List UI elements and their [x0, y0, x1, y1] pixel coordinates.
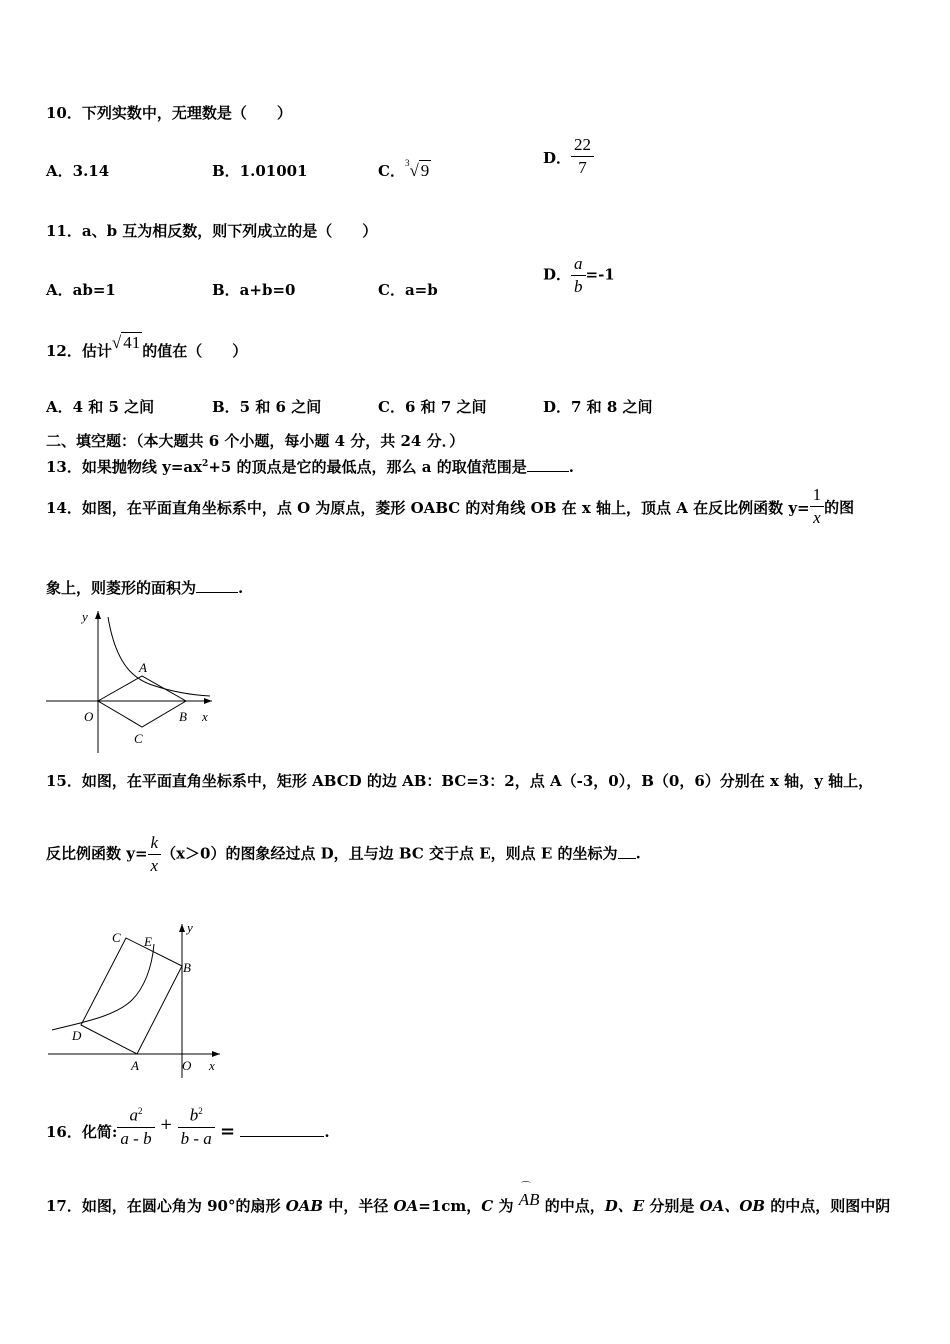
q13-end: .: [568, 458, 574, 476]
q11-option-d: [543, 253, 615, 298]
numerator: [178, 1100, 215, 1128]
q17-oa: OA: [393, 1197, 419, 1215]
fraction-a2-over-a-minus-b: [117, 1100, 154, 1150]
q14-line1-post: 的图: [824, 498, 855, 517]
answer-blank[interactable]: [240, 1136, 324, 1137]
numerator-exp: 2: [198, 1106, 203, 1116]
label-b: B: [183, 960, 191, 975]
q12-stem-post: 的值在（ ）: [142, 342, 248, 360]
q17-mid: 中，半径: [323, 1197, 394, 1215]
numerator: k: [148, 832, 162, 855]
q17-text: [46, 1182, 891, 1216]
denominator: x: [813, 508, 821, 527]
label-y: y: [82, 609, 88, 624]
answer-blank[interactable]: [527, 471, 569, 472]
q16-end: .: [324, 1122, 330, 1141]
fraction-b2-over-b-minus-a: [178, 1100, 215, 1150]
label-o: O: [182, 1058, 192, 1073]
q12-option-b: B．5 和 6 之间: [212, 398, 322, 416]
q10-option-c-label: C．: [378, 162, 405, 180]
denominator: b: [574, 277, 583, 296]
q13-post: +5 的顶点是它的最低点，那么 a 的取值范围是: [208, 458, 527, 476]
label-y: y: [187, 920, 193, 935]
q13-sup: 2: [202, 459, 209, 469]
label-e: E: [144, 934, 152, 949]
q14-end: .: [238, 579, 244, 597]
numerator: 22: [571, 134, 594, 157]
q12-option-a: A．4 和 5 之间: [46, 398, 155, 416]
radicand: 41: [123, 333, 141, 352]
numerator-base: a: [129, 1105, 138, 1125]
q17-oaob: OA、OB: [699, 1197, 766, 1215]
arc-label: AB: [518, 1190, 540, 1209]
hyperbola-curve: [52, 944, 154, 1030]
q17-oab: OAB: [285, 1197, 324, 1215]
q13-text: [46, 456, 574, 477]
label-x: x: [202, 709, 208, 724]
denominator: a - b: [120, 1128, 152, 1148]
q11-option-d-tail: =-1: [585, 265, 615, 284]
q10-option-d: [543, 134, 594, 179]
equals-sign: =: [220, 1120, 236, 1142]
q17-post2: 分别是: [644, 1197, 700, 1215]
label-b: B: [179, 709, 187, 724]
q16-text: [46, 1100, 330, 1150]
q10-option-b: B．1.01001: [212, 162, 308, 180]
numerator-base: b: [189, 1105, 199, 1125]
q14-line1: [46, 485, 906, 529]
q13-pre: 13．如果抛物线 y=ax: [46, 458, 203, 476]
q11-option-a: A．ab=1: [46, 281, 116, 299]
q17-pre: 17．如图，在圆心角为 90°的扇形: [46, 1197, 286, 1215]
q14-line2: [46, 577, 243, 598]
label-x: x: [209, 1058, 215, 1073]
q11-option-b: B．a+b=0: [212, 281, 296, 299]
q15-line2-pre: 反比例函数 y=: [46, 844, 148, 863]
q15-line2-post: （x＞0）的图象经过点 D，且与边 BC 交于点 E，则点 E 的坐标为: [161, 844, 618, 863]
q11-option-c: C．a=b: [378, 281, 438, 299]
rectangle-abcd: [81, 938, 182, 1054]
q12-option-d: D．7 和 8 之间: [543, 398, 653, 416]
q17-c: C: [481, 1197, 494, 1215]
q17-post: 的中点，: [539, 1197, 605, 1215]
numerator: 1: [810, 484, 825, 507]
q17-eq: =1cm，: [418, 1197, 482, 1215]
y-axis-arrow: [179, 924, 185, 932]
fraction-a-over-b: [571, 253, 586, 298]
root-index: 3: [404, 158, 410, 168]
label-c: C: [112, 930, 121, 945]
q12-option-c: C．6 和 7 之间: [378, 398, 487, 416]
q14-line1-pre: 14．如图，在平面直角坐标系中，点 O 为原点，菱形 OABC 的对角线 OB 在 x 轴上，顶点 A 在反比例函数 y=: [46, 498, 810, 517]
cube-root-9: $^3$√ 9: [404, 158, 430, 180]
q12-stem-pre: 12．估计: [46, 342, 112, 360]
section-heading: 二、填空题：（本大题共 6 个小题，每小题 4 分，共 24 分．）: [46, 432, 465, 450]
q12-stem: [46, 333, 248, 361]
plus-sign: +: [159, 1114, 173, 1133]
x-axis-arrow: [204, 698, 212, 704]
label-a: A: [139, 660, 147, 675]
q14-figure: [42, 603, 222, 758]
q16-pre: 16．化简:: [46, 1122, 118, 1141]
q17-post3: 的中点，则图中阴: [765, 1197, 891, 1215]
fraction-22-7: [571, 134, 594, 179]
answer-blank[interactable]: [196, 592, 238, 593]
answer-blank[interactable]: [618, 858, 636, 859]
denominator: b - a: [180, 1128, 212, 1148]
numerator: [117, 1100, 154, 1128]
q17-de: D、E: [604, 1197, 645, 1215]
y-axis-arrow: [95, 611, 101, 619]
x-axis-arrow: [212, 1051, 220, 1057]
numerator: a: [571, 253, 586, 276]
q10-stem: 10．下列实数中，无理数是（ ）: [46, 104, 292, 122]
label-a: A: [131, 1058, 139, 1073]
label-d: D: [72, 1028, 82, 1043]
q10-option-a: A．3.14: [46, 162, 110, 180]
q15-figure: [44, 918, 234, 1083]
q11-stem: 11．a、b 互为相反数，则下列成立的是（ ）: [46, 222, 378, 240]
hyperbola-curve: [108, 617, 210, 696]
denominator: x: [150, 856, 159, 875]
q10-option-c: [378, 160, 431, 181]
q17-for: 为: [493, 1197, 519, 1215]
q10-option-d-label: D．: [543, 148, 572, 167]
q14-line2-text: 象上，则菱形的面积为: [46, 579, 197, 597]
denominator: 7: [578, 158, 587, 177]
q15-end: .: [635, 844, 641, 863]
arc-ab: [518, 1182, 540, 1209]
fraction-k-over-x: [148, 832, 162, 877]
fraction-1-over-x: [810, 484, 825, 529]
q15-line2: [46, 832, 641, 877]
arc-mark: ⌒: [520, 1182, 531, 1193]
numerator-exp: 2: [138, 1106, 143, 1116]
label-c: C: [134, 731, 143, 746]
q15-line1: 15．如图，在平面直角坐标系中，矩形 ABCD 的边 AB：BC=3：2，点 A（-3，0），B（0，6）分别在 x 轴，y 轴上，: [46, 772, 874, 790]
q11-option-d-label: D．: [543, 265, 572, 284]
radicand: 9: [420, 161, 430, 180]
sqrt-41: √ 41: [111, 333, 141, 352]
label-o: O: [84, 709, 94, 724]
